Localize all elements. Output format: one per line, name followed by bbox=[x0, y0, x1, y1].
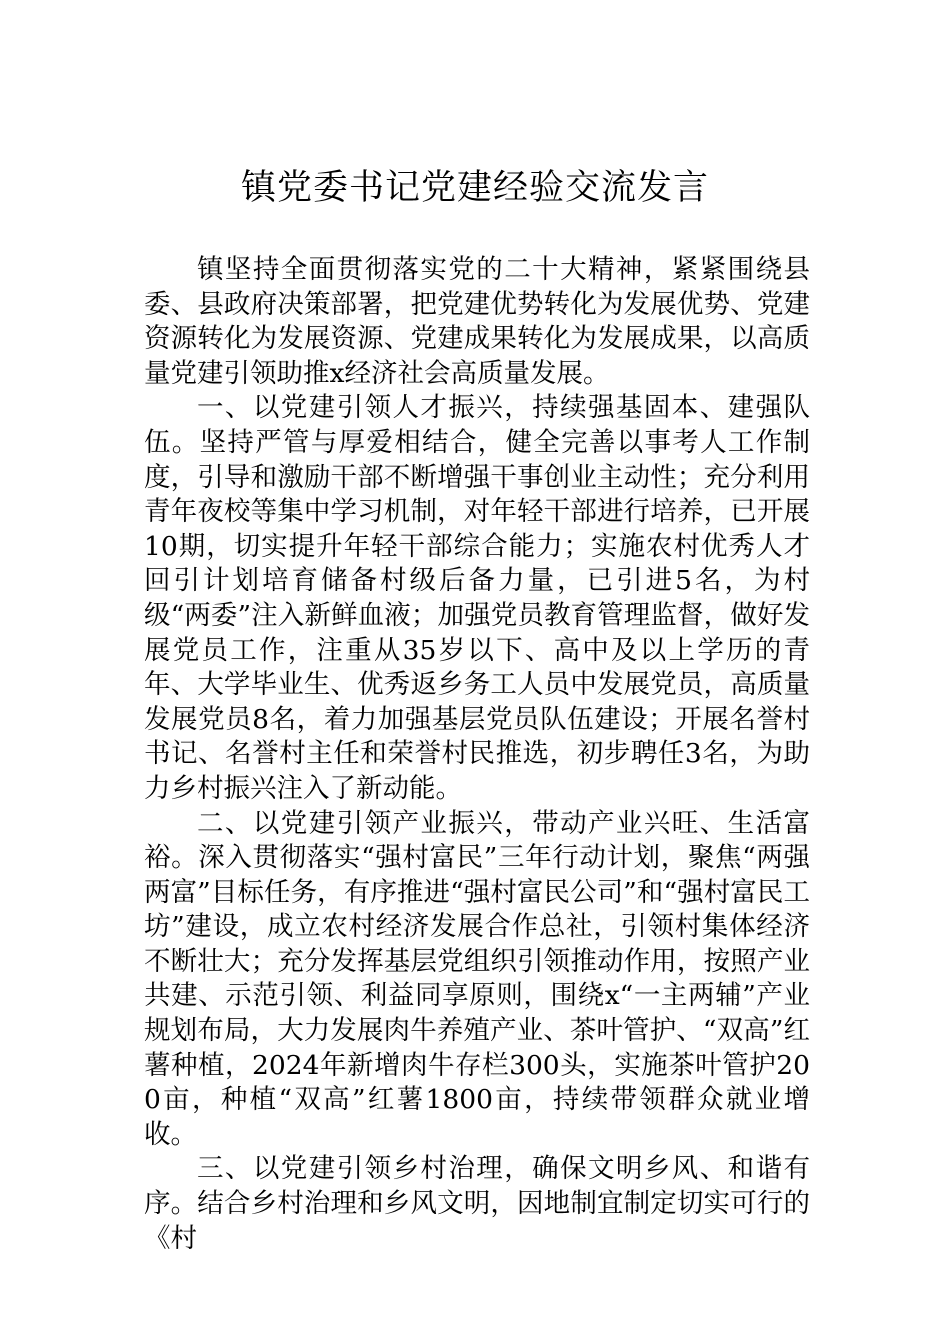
paragraph-rural-governance: 三、以党建引领乡村治理，确保文明乡风、和谐有序。结合乡村治理和乡风文明，因地制宜制定切实可行的《村 bbox=[144, 1153, 810, 1254]
paragraph-talent-revitalization: 一、以党建引领人才振兴，持续强基固本、建强队伍。坚持严管与厚爱相结合，健全完善以事考人工作制度，引导和激励干部不断增强干事创业主动性；充分利用青年夜校等集中学习机制，对年轻干部进行培养，已开展10期，切实提升年轻干部综合能力；实施农村优秀人才回引计划培育储备村级后备力量，已引进5名，为村级“两委”注入新鲜血液；加强党员教育管理监督，做好发展党员工作，注重从35岁以下、高中及以上学历的青年、大学毕业生、优秀返乡务工人员中发展党员，高质量发展党员8名，着力加强基层党员队伍建设；开展名誉村书记、名誉村主任和荣誉村民推选，初步聘任3名，为助力乡村振兴注入了新动能。 bbox=[144, 392, 810, 804]
document-title: 镇党委书记党建经验交流发言 bbox=[240, 168, 709, 208]
paragraph-intro: 镇坚持全面贯彻落实党的二十大精神，紧紧围绕县委、县政府决策部署，把党建优势转化为发展优势、党建资源转化为发展资源、党建成果转化为发展成果，以高质量党建引领助推x经济社会高质量发展。 bbox=[144, 254, 810, 389]
paragraph-industry-revitalization: 二、以党建引领产业振兴，带动产业兴旺、生活富裕。深入贯彻落实“强村富民”三年行动计划，聚焦“两强两富”目标任务，有序推进“强村富民公司”和“强村富民工坊”建设，成立农村经济发展合作总社，引领村集体经济不断壮大；充分发挥基层党组织引领推动作用，按照产业共建、示范引领、利益同享原则，围绕x“一主两辅”产业规划布局，大力发展肉牛养殖产业、茶叶管护、“双高”红薯种植，2024年新增肉牛存栏300头，实施茶叶管护200亩，种植“双高”红薯1800亩，持续带领群众就业增收。 bbox=[144, 807, 810, 1150]
document-body bbox=[144, 253, 810, 1256]
